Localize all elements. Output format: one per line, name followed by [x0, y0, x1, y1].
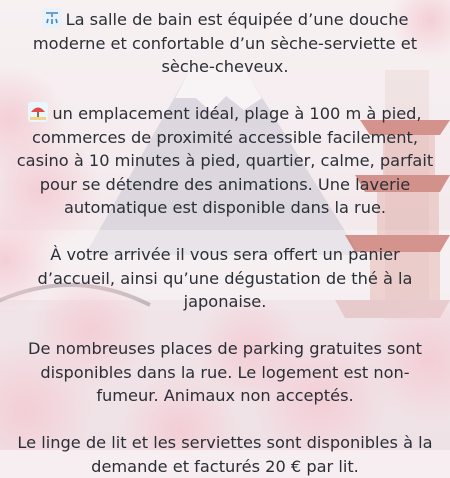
linen-text: Le linge de lit et les serviettes sont disponibles à la demande et facturés 20 € par lit.: [17, 433, 433, 476]
welcome-paragraph: [12, 243, 438, 314]
beach-umbrella-icon: [28, 102, 48, 122]
location-paragraph: [12, 102, 438, 220]
shower-icon: [42, 8, 62, 28]
welcome-text: À votre arrivée il vous sera offert un panier d’accueil, ainsi qu’une dégustation de thé à la japonaise.: [37, 245, 413, 311]
linen-paragraph: [12, 431, 438, 478]
parking-paragraph: [12, 337, 438, 408]
bath-text: La salle de bain est équipée d’une douche moderne et confortable d’un sèche-serviette et sèche-cheveux.: [32, 10, 418, 76]
location-text: un emplacement idéal, plage à 100 m à pied, commerces de proximité accessible facilement, casino à 10 minutes à pied, quartier, calme, parfait pour se détendre des animations. Une laverie automatique est disponible dans la rue.: [16, 104, 434, 217]
parking-text: De nombreuses places de parking gratuites sont disponibles dans la rue. Le logement est non-fumeur. Animaux non acceptés.: [28, 339, 422, 405]
bath-paragraph: [12, 8, 438, 79]
